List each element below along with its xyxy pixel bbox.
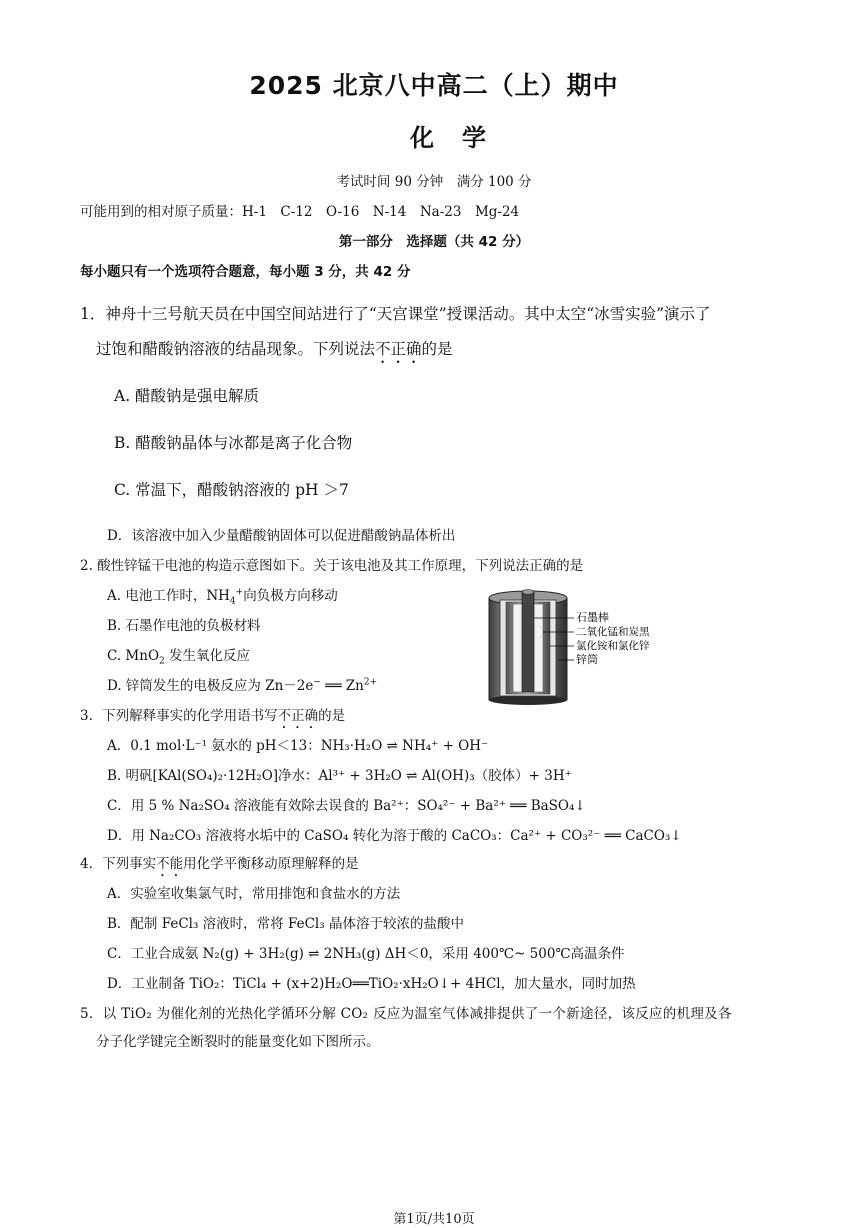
q2-option-a <box>107 584 338 607</box>
q2-a-sub: 4 <box>229 596 236 607</box>
q1-option-d: D．该溶液中加入少量醋酸钠固体可以促进醋酸钠晶体析出 <box>107 528 456 544</box>
q3-option-c: C．用 5 % Na₂SO₄ 溶液能有效除去误食的 Ba²⁺：SO₄²⁻ + Ba²⁺ ══ BaSO₄↓ <box>107 798 586 814</box>
q1-stem-line2-post: 的是 <box>421 340 453 358</box>
q4-option-a: A．实验室收集氯气时，常用排饱和食盐水的方法 <box>107 886 401 902</box>
q2-option-d <box>107 674 377 694</box>
q3-option-d: D．用 Na₂CO₃ 溶液将水垢中的 CaSO₄ 转化为溶于酸的 CaCO₃：Ca²⁺ + CO₃²⁻ ══ CaCO₃↓ <box>107 828 682 844</box>
q4-stem-post: 用化学平衡移动原理解释的是 <box>183 856 359 872</box>
q4-option-c: C．工业合成氨 N₂(g) + 3H₂(g) ⇌ 2NH₃(g) ΔH＜0，采用 400℃~ 500℃高温条件 <box>107 946 625 962</box>
q1-option-a: A. 醋酸钠是强电解质 <box>114 387 260 405</box>
q2-d-text: D. 锌筒发生的电极反应为 Zn－2e <box>107 678 314 694</box>
subject-title: 化学 <box>410 124 514 152</box>
q2-a-post: 向负极方向移动 <box>243 588 338 604</box>
q1-emphasis: 不正确 <box>375 340 422 358</box>
q2-stem: 2. 酸性锌锰干电池的构造示意图如下。关于该电池及其工作原理，下列说法正确的是 <box>80 558 584 574</box>
q4-stem-pre: 4．下列事实 <box>80 856 157 872</box>
q2-c-post: 发生氧化反应 <box>164 648 251 664</box>
q2-option-b: B. 石墨作电池的负极材料 <box>107 618 261 634</box>
q2-d-mid: ══ Zn <box>320 678 364 694</box>
label-nh4cl-zncl2: 氯化铵和氯化锌 <box>576 640 650 652</box>
q3-stem-pre: 3．下列解释事实的化学用语书写 <box>80 708 278 724</box>
exam-title: 2025 北京八中高二（上）期中 <box>249 71 619 100</box>
q3-emphasis: 不正确 <box>277 708 319 724</box>
q4-option-b: B．配制 FeCl₃ 溶液时，常将 FeCl₃ 晶体溶于较浓的盐酸中 <box>107 916 464 932</box>
page-number: 第1页/共10页 <box>393 1212 475 1227</box>
section-title: 第一部分 选择题（共 42 分） <box>338 234 530 250</box>
q3-option-b: B. 明矾[KAl(SO₄)₂·12H₂O]净水：Al³⁺ + 3H₂O ⇌ Al(OH)₃（胶体）+ 3H⁺ <box>107 768 572 784</box>
q2-option-c <box>107 644 250 667</box>
label-mno2-carbon: 二氧化锰和炭黑 <box>576 626 650 638</box>
q5-stem-line1: 5．以 TiO₂ 为催化剂的光热化学循环分解 CO₂ 反应为温室气体减排提供了一个新途径，该反应的机理及各 <box>80 1006 732 1022</box>
atomic-mass-line: 可能用到的相对原子质量：H-1 C-12 O-16 N-14 Na-23 Mg-24 <box>80 204 520 220</box>
q2-a-text: A. 电池工作时，NH <box>107 588 230 604</box>
exam-info: 考试时间 90 分钟 满分 100 分 <box>336 174 532 190</box>
q4-emphasis: 不能 <box>156 856 184 872</box>
q1-option-b: B. 醋酸钠晶体与冰都是离子化合物 <box>114 434 353 452</box>
battery-diagram <box>486 588 666 706</box>
label-zinc-can: 锌筒 <box>576 653 598 666</box>
section-instruction: 每小题只有一个选项符合题意，每小题 3 分，共 42 分 <box>80 264 411 280</box>
q1-stem-line2-pre: 过饱和醋酸钠溶液的结晶现象。下列说法 <box>96 340 376 358</box>
q1-stem-line1: 1．神舟十三号航天员在中国空间站进行了“天宫课堂”授课活动。其中太空“冰雪实验”演示了 <box>80 305 711 323</box>
label-graphite-rod: 石墨棒 <box>576 611 609 624</box>
q2-d-sup1: − <box>313 677 321 688</box>
battery-interior-shape <box>500 590 556 697</box>
q4-option-d: D．工业制备 TiO₂：TiCl₄ + (x+2)H₂O══TiO₂·xH₂O↓+ 4HCl，加大量水，同时加热 <box>107 976 636 992</box>
q2-d-sup2: 2+ <box>363 677 378 688</box>
q2-c-text: C. MnO <box>107 648 160 664</box>
q3-stem <box>80 704 345 732</box>
q5-stem-line2: 分子化学键完全断裂时的能量变化如下图所示。 <box>96 1034 380 1050</box>
q1-stem-line2 <box>96 337 453 367</box>
q2-a-sup: + <box>235 587 244 598</box>
q3-stem-post: 的是 <box>318 708 346 724</box>
q1-option-c: C. 常温下，醋酸钠溶液的 pH ＞7 <box>114 481 349 499</box>
q2-c-sub: 2 <box>159 656 165 667</box>
q3-option-a: A．0.1 mol·L⁻¹ 氨水的 pH＜13：NH₃·H₂O ⇌ NH₄⁺ + OH⁻ <box>107 738 489 754</box>
q4-stem <box>80 852 359 880</box>
